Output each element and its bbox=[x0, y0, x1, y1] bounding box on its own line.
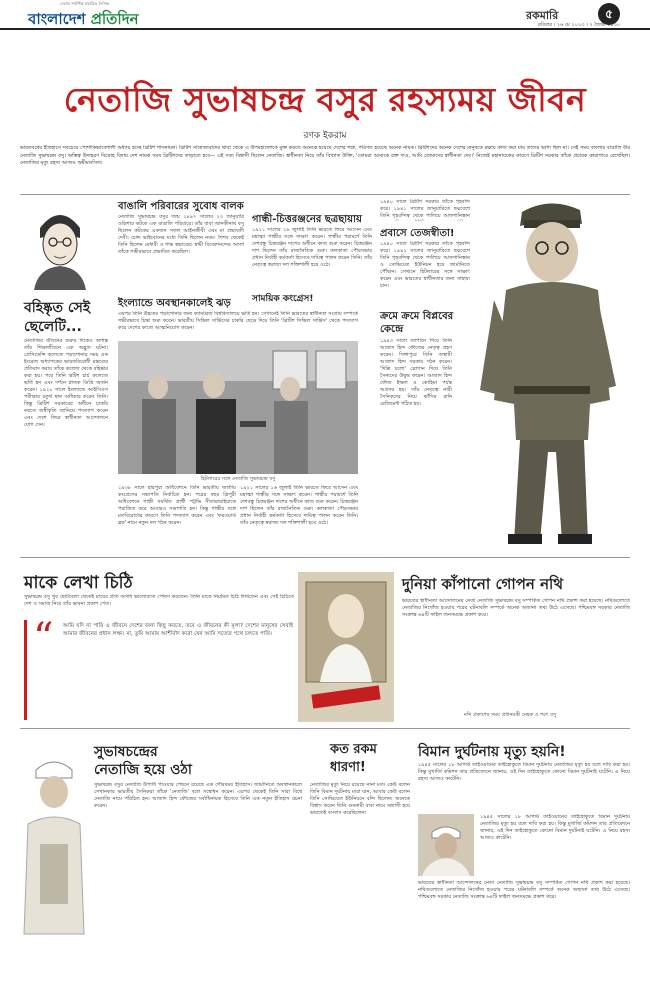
banished-title-line2: ছেলেটি... bbox=[24, 319, 82, 335]
byline: রণক ইকরাম bbox=[303, 131, 347, 141]
section-name: রকমারি bbox=[526, 9, 559, 22]
divider bbox=[20, 728, 630, 729]
bengali-boy-body: নেতাজি সুভাষচন্দ্র বসুর জন্ম ১৮৯৭ সালের ২৩ জানুয়ারি ওড়িশার কটকে এক বাঙালি পরিবারে। তাঁর বাবা জানকীনাথ বসু ছিলেন কটকের একজন সফল আইনজীবী এবং মা প্রভাবতী দেবী। চোদ্দ ভাইবোনের মধ্যে তিনি ছিলেন নবম। শৈশব থেকেই তিনি ছিলেন মেধাবী ও শান্ত স্বভাবের। স্বামী বিবেকানন্দের আদর্শ তাঁকে গভীরভাবে প্রভাবিত করেছিল। bbox=[118, 214, 244, 255]
newspaper-logo[interactable] bbox=[28, 8, 139, 33]
prison-intro: ১৯৪০ সালে ব্রিটিশ সরকার তাঁকে গৃহবন্দি করে। ১৯৪১ সালের জানুয়ারিতে ছদ্মবেশে তিনি গৃহবন্দিত্ব থেকে পালিয়ে আফগানিস্তান bbox=[380, 199, 470, 219]
england-title: ইংল্যান্ডে অবস্থানকালেই ঝড় bbox=[118, 298, 231, 309]
world-files-caption: নথি প্রকাশের সময় প্রধানমন্ত্রী নেহরু ও শরৎ বসু bbox=[463, 712, 557, 718]
prison-body: ১৯৪০ সালে ব্রিটিশ সরকার তাঁকে গৃহবন্দি করে। ১৯৪১ সালের জানুয়ারিতে ছদ্মবেশে তিনি গৃহবন্দিত্ব থেকে পালিয়ে আফগানিস্তান ও সোভিয়েত ইউনিয়ন হয়ে জার্মানিতে পৌঁছান। সেখানে হিটলারের সঙ্গে সাক্ষাৎ করেন এবং ভারতের স্বাধীনতার জন্য সাহায্য চান। bbox=[380, 241, 470, 289]
hitler-photo-caption: হিটলারের সঙ্গে নেতাজি সুভাষচন্দ্র বসু bbox=[200, 476, 276, 482]
congress-body-a: ১৯৩৮ সালে হরিপুরা অধিবেশনে তিনি ভারতীয় জাতীয় কংগ্রেসের সভাপতি নির্বাচিত হন। পরের বছর ত্রিপুরী অধিবেশনে গান্ধী সমর্থিত প্রার্থী পট্টভি সীতারামাইয়াকে পরাজিত করে আবারও সভাপতি হন। কিন্তু গান্ধীর সঙ্গে মতবিরোধের কারণে তিনি পদত্যাগ করেন এবং 'ফরওয়ার্ড ব্লক' নামে নতুন দল গঠন করেন। bbox=[118, 485, 236, 526]
gumnami-baba-photo bbox=[418, 814, 474, 876]
lead-paragraph: ভারতবর্ষের ইতিহাসে সবচেয়ে পোশাকিভাবেশালী অধ্যায় হচ্ছে ব্রিটিশ শাসনামল। ব্রিটিশ সাম্রাজ্যবাদের থাবা থেকে এ উপমহাদেশকে মুক্ত করতে অনেকে হয়েছে দেশের শত্রু, পরিণত হয়েছে অনেক নায়ক। ব্রিটিশদের অনেক দেশের মানুষকে রক্ষায় কাজ করা যায় তাদের ভাগ্য ছিল না। সেই সময় বাংলার বাঙালি বীর নেতাজি সুভাষচন্দ্র বসু। অস্তিত্ব উদাহরণ বিদ্রোহ বিদায় দেশ নায়ক সময় ব্রিটিশদের তাড়াতে হবে— এই সত্য বিশ্বাসী ছিলেন নেতাজি। স্বাধীনতা নিয়ে তাঁর বিখ্যাত উক্তি, 'তোমরা আমাকে রক্ত দাও, আমি তোমাদের স্বাধীনতা দেব।' নিজেই মহানায়কের কারণে ব্রিটিশ সরকার তাঁকে প্রচারক কারাগারে রেখেছিল। নেতাজির মৃত্যু রহস্য আজও অমীমাংসিত। bbox=[20, 145, 630, 166]
revolution-title-line1: ক্রমে ক্রমে বিপ্লবের bbox=[380, 311, 454, 322]
netaji-title-line1: সুভাষচন্দ্রের bbox=[94, 744, 158, 760]
portrait-sketch bbox=[24, 198, 96, 290]
banished-body: নেতাজির জীবনের শুরুর দিকেও অশান্ত তাঁর শিক্ষাজীবনে এক অদ্ভুত ঘটনা। প্রেসিডেন্সি কলেজে পড়াশোনার সময় এক ইংরেজ অধ্যাপকের ভারতবিরোধী মন্তব্যের প্রতিবাদ করায় তাঁকে কলেজ থেকে বহিষ্কার করা হয়। পরে তিনি স্কটিশ চার্চ কলেজে ভর্তি হন এবং দর্শনে স্নাতক ডিগ্রি অর্জন করেন। ১৯২০ সালে ইংল্যান্ডে আইসিএস পরীক্ষায় চতুর্থ স্থান অধিকার করেন তিনি। কিন্তু ব্রিটিশ সরকারের অধীনে চাকরি করতে অস্বীকৃতি জানিয়ে পদত্যাগ করেন এবং দেশে ফিরে স্বাধীনতা আন্দোলনে যোগ দেন। bbox=[24, 338, 108, 428]
banished-title-line1: বহিষ্কৃত সেই bbox=[24, 300, 91, 316]
gandhi-title: গান্ধী-চিত্তরঞ্জনের ছত্রছায়ায় bbox=[252, 214, 362, 225]
logo-text-a: বাংলাদেশ bbox=[28, 10, 91, 28]
world-files-title: দুনিয়া কাঁপানো গোপন নথি bbox=[402, 575, 564, 593]
netaji-uniform-photo bbox=[440, 190, 640, 552]
prison-title: প্রবাসে তেজস্বীতা! bbox=[380, 228, 455, 239]
divider bbox=[20, 557, 630, 558]
dateline: রবিবার । ২৬ মে ২০২৩ । ৭ জ্যৈষ্ঠ ১৪৩০ bbox=[538, 22, 620, 28]
gandhi-body-continued: ১৯২১ সালের ১৬ জুলাই তিনি ভারতে ফিরে আসেন এবং মহাত্মা গান্ধীর সঙ্গে সাক্ষাৎ করেন। গান্ধীর পরামর্শে তিনি দেশবন্ধু চিত্তরঞ্জন দাশের অধীনে কাজ শুরু করেন। চিত্তরঞ্জন দাশ ছিলেন তাঁর রাজনৈতিক গুরু। কলকাতা পৌরসভার প্রধান নির্বাহী কর্মকর্তা হিসেবে দায়িত্ব পালন করেন তিনি। তাঁর নেতৃত্বে স্বরাজ্য দল শক্তিশালী হয়ে ওঠে। bbox=[240, 485, 358, 526]
world-files-body: ভারতের স্বাধীনতা আন্দোলনের নেতা নেতাজি সুভাষচন্দ্র বসু সম্পর্কিত গোপন নথি প্রকাশ করা হয়েছে। নথিগুলোতে নেতাজির নিখোঁজ হওয়ার পরের ঘটনাবলি সম্পর্কে অনেক অজানা তথ্য উঠে এসেছে। পশ্চিমবঙ্গ সরকার নেতাজি সংক্রান্ত ৬৪টি ফাইল জনসমক্ষে প্রকাশ করে। bbox=[402, 598, 630, 618]
crash-body-more: ভারতের স্বাধীনতা আন্দোলনের নেতা নেতাজি সুভাষচন্দ্র বসু সম্পর্কিত গোপন নথি প্রকাশ করা হয়েছে। নথিগুলোতে নেতাজির নিখোঁজ হওয়ার পরের ঘটনাবলি সম্পর্কে অনেক অজানা তথ্য উঠে এসেছে। পশ্চিমবঙ্গ সরকার নেতাজি সংক্রান্ত ৬৪টি ফাইল জনসমক্ষে প্রকাশ করে। bbox=[418, 880, 630, 900]
revolution-body: ১৯৪৩ সালে জাপানে গিয়ে তিনি আজাদ হিন্দ ফৌজের নেতৃত্ব গ্রহণ করেন। সিঙ্গাপুরে তিনি অস্থায়ী আজাদ হিন্দ সরকার গঠন করেন। 'দিল্লি চলো' স্লোগান দিয়ে তিনি সৈন্যদের উদ্বুদ্ধ করেন। আজাদ হিন্দ ফৌজ ইম্ফল ও কোহিমা পর্যন্ত অগ্রসর হয়। তাঁর নেতৃত্বে নারী সৈনিকদের নিয়ে ঝাঁসির রানি রেজিমেন্ট গঠিত হয়। bbox=[380, 338, 452, 407]
mother-letter-title: মাকে লেখা চিঠি bbox=[24, 573, 133, 593]
crash-body: ১৯৪৫ সালের ১৮ আগস্ট তাইওয়ানের তাইহোকুতে বিমান দুর্ঘটনায় নেতাজির মৃত্যু হয় বলে দাবি করা হয়। কিন্তু মুখার্জি কমিশন তার প্রতিবেদনে জানায়, ওই দিন তাইহোকুতে কোনো বিমান দুর্ঘটনাই ঘটেনি। এ নিয়ে রহস্য আজও কাটেনি। bbox=[418, 762, 630, 782]
netaji-body: সুভাষচন্দ্র বসুর নেতাজি উপাধি পাওয়ার পেছনে রয়েছে এক গৌরবময় ইতিহাস। জার্মানিতে অবস্থানকালে সেখানকার ভারতীয় সৈনিকরা তাঁকে 'নেতাজি' বলে সম্বোধন করেন। এরপর থেকেই তিনি সারা বিশ্বে নেতাজি নামে পরিচিত হন। আজাদ হিন্দ ফৌজের সর্বাধিনায়ক হিসেবে তিনি এক নতুন ইতিহাস রচনা করেন। bbox=[94, 782, 302, 809]
congress-title: সাময়িক কংগ্রেস! bbox=[252, 294, 314, 304]
rumors-title-line2: ধারণা! bbox=[330, 760, 366, 775]
hitler-meeting-photo bbox=[118, 341, 358, 474]
declassified-files-photo bbox=[298, 572, 394, 722]
page-headline: নেতাজি সুভাষচন্দ্র বসুর রহস্যময় জীবন bbox=[63, 80, 587, 119]
crash-body-continued: ১৯৪৫ সালের ১৮ আগস্ট তাইওয়ানের তাইহোকুতে বিমান দুর্ঘটনায় নেতাজির মৃত্যু হয় বলে দাবি করা হয়। কিন্তু মুখার্জি কমিশন তার প্রতিবেদনে জানায়, ওই দিন তাইহোকুতে কোনো বিমান দুর্ঘটনাই ঘটেনি। এ নিয়ে রহস্য আজও কাটেনি। bbox=[480, 814, 630, 841]
rumors-title-line1: কত রকম bbox=[330, 742, 377, 757]
netaji-cap-illustration bbox=[20, 744, 88, 944]
mother-letter-intro: সুভাষচন্দ্র বসু খুব ছোটবেলা থেকেই মায়ের প্রতি অগাধ ভালোবাসা পোষণ করতেন। তিনি মাকে নিয়মিত চিঠি লিখতেন এবং সেই চিঠিতে দেশ ও সমাজ নিয়ে তাঁর ভাবনা প্রকাশ পেত। bbox=[24, 594, 294, 607]
rumors-body: নেতাজির মৃত্যু নিয়ে রয়েছে নানা মত। কেউ বলেন তিনি বিমান দুর্ঘটনায় মারা যান, আবার কেউ বলেন তিনি সোভিয়েত ইউনিয়নে বন্দি ছিলেন। অনেকে বিশ্বাস করেন তিনি গুমনামী বাবা নামে সন্ন্যাসী হয়ে ভারতেই বসবাস করেছিলেন। bbox=[310, 782, 410, 816]
gandhi-body: ১৯২১ সালের ১৬ জুলাই তিনি ভারতে ফিরে আসেন এবং মহাত্মা গান্ধীর সঙ্গে সাক্ষাৎ করেন। গান্ধীর পরামর্শে তিনি দেশবন্ধু চিত্তরঞ্জন দাশের অধীনে কাজ শুরু করেন। চিত্তরঞ্জন দাশ ছিলেন তাঁর রাজনৈতিক গুরু। কলকাতা পৌরসভার প্রধান নির্বাহী কর্মকর্তা হিসেবে দায়িত্ব পালন করেন তিনি। তাঁর নেতৃত্বে স্বরাজ্য দল শক্তিশালী হয়ে ওঠে। bbox=[252, 227, 372, 268]
england-body: এরপর তিনি উচ্চতর পড়াশোনার জন্য ক্যামব্রিজ বিশ্ববিদ্যালয়ে ভর্তি হন। সেখানেই তিনি ভারতের স্বাধীনতা সংগ্রাম সম্পর্কে গভীরভাবে চিন্তা শুরু করেন। ভারতীয় সিভিল সার্ভিসের চাকরি ছেড়ে দিয়ে তিনি 'ব্রিটিশ সিভিল সার্ভিস' থেকে পদত্যাগ করে দেশের কাজে আত্মনিয়োগ করেন। bbox=[118, 311, 358, 331]
mother-letter-quote: আমি যদি না পারি এ জীবনে দেশের জন্য কিছু করতে, তবে এ জীবনের কী মূল্য? দেশের মানুষের সেবাই আমার জীবনের প্রধান লক্ষ্য। মা, তুমি আমায় আশীর্বাদ করো যেন আমি সত্যের পথে চলতে পারি। bbox=[63, 623, 293, 637]
netaji-title-line2: নেতাজি হয়ে ওঠা bbox=[94, 762, 192, 778]
logo-text-b: প্রতিদিন bbox=[90, 10, 139, 28]
bengali-boy-title: বাঙালি পরিবারের সুবোধ বালক bbox=[118, 201, 244, 212]
mother-letter-quote-box bbox=[24, 615, 294, 720]
revolution-title-line2: কেন্দ্রে bbox=[380, 324, 404, 335]
crash-title: বিমান দুর্ঘটনায় মৃত্যু হয়নি! bbox=[418, 744, 566, 760]
quote-mark-icon: “ bbox=[33, 615, 54, 661]
page-number-badge: ৫ bbox=[598, 3, 620, 25]
logo-tagline: দেশের সর্বাধিক প্রচারিত দৈনিক bbox=[60, 1, 109, 6]
